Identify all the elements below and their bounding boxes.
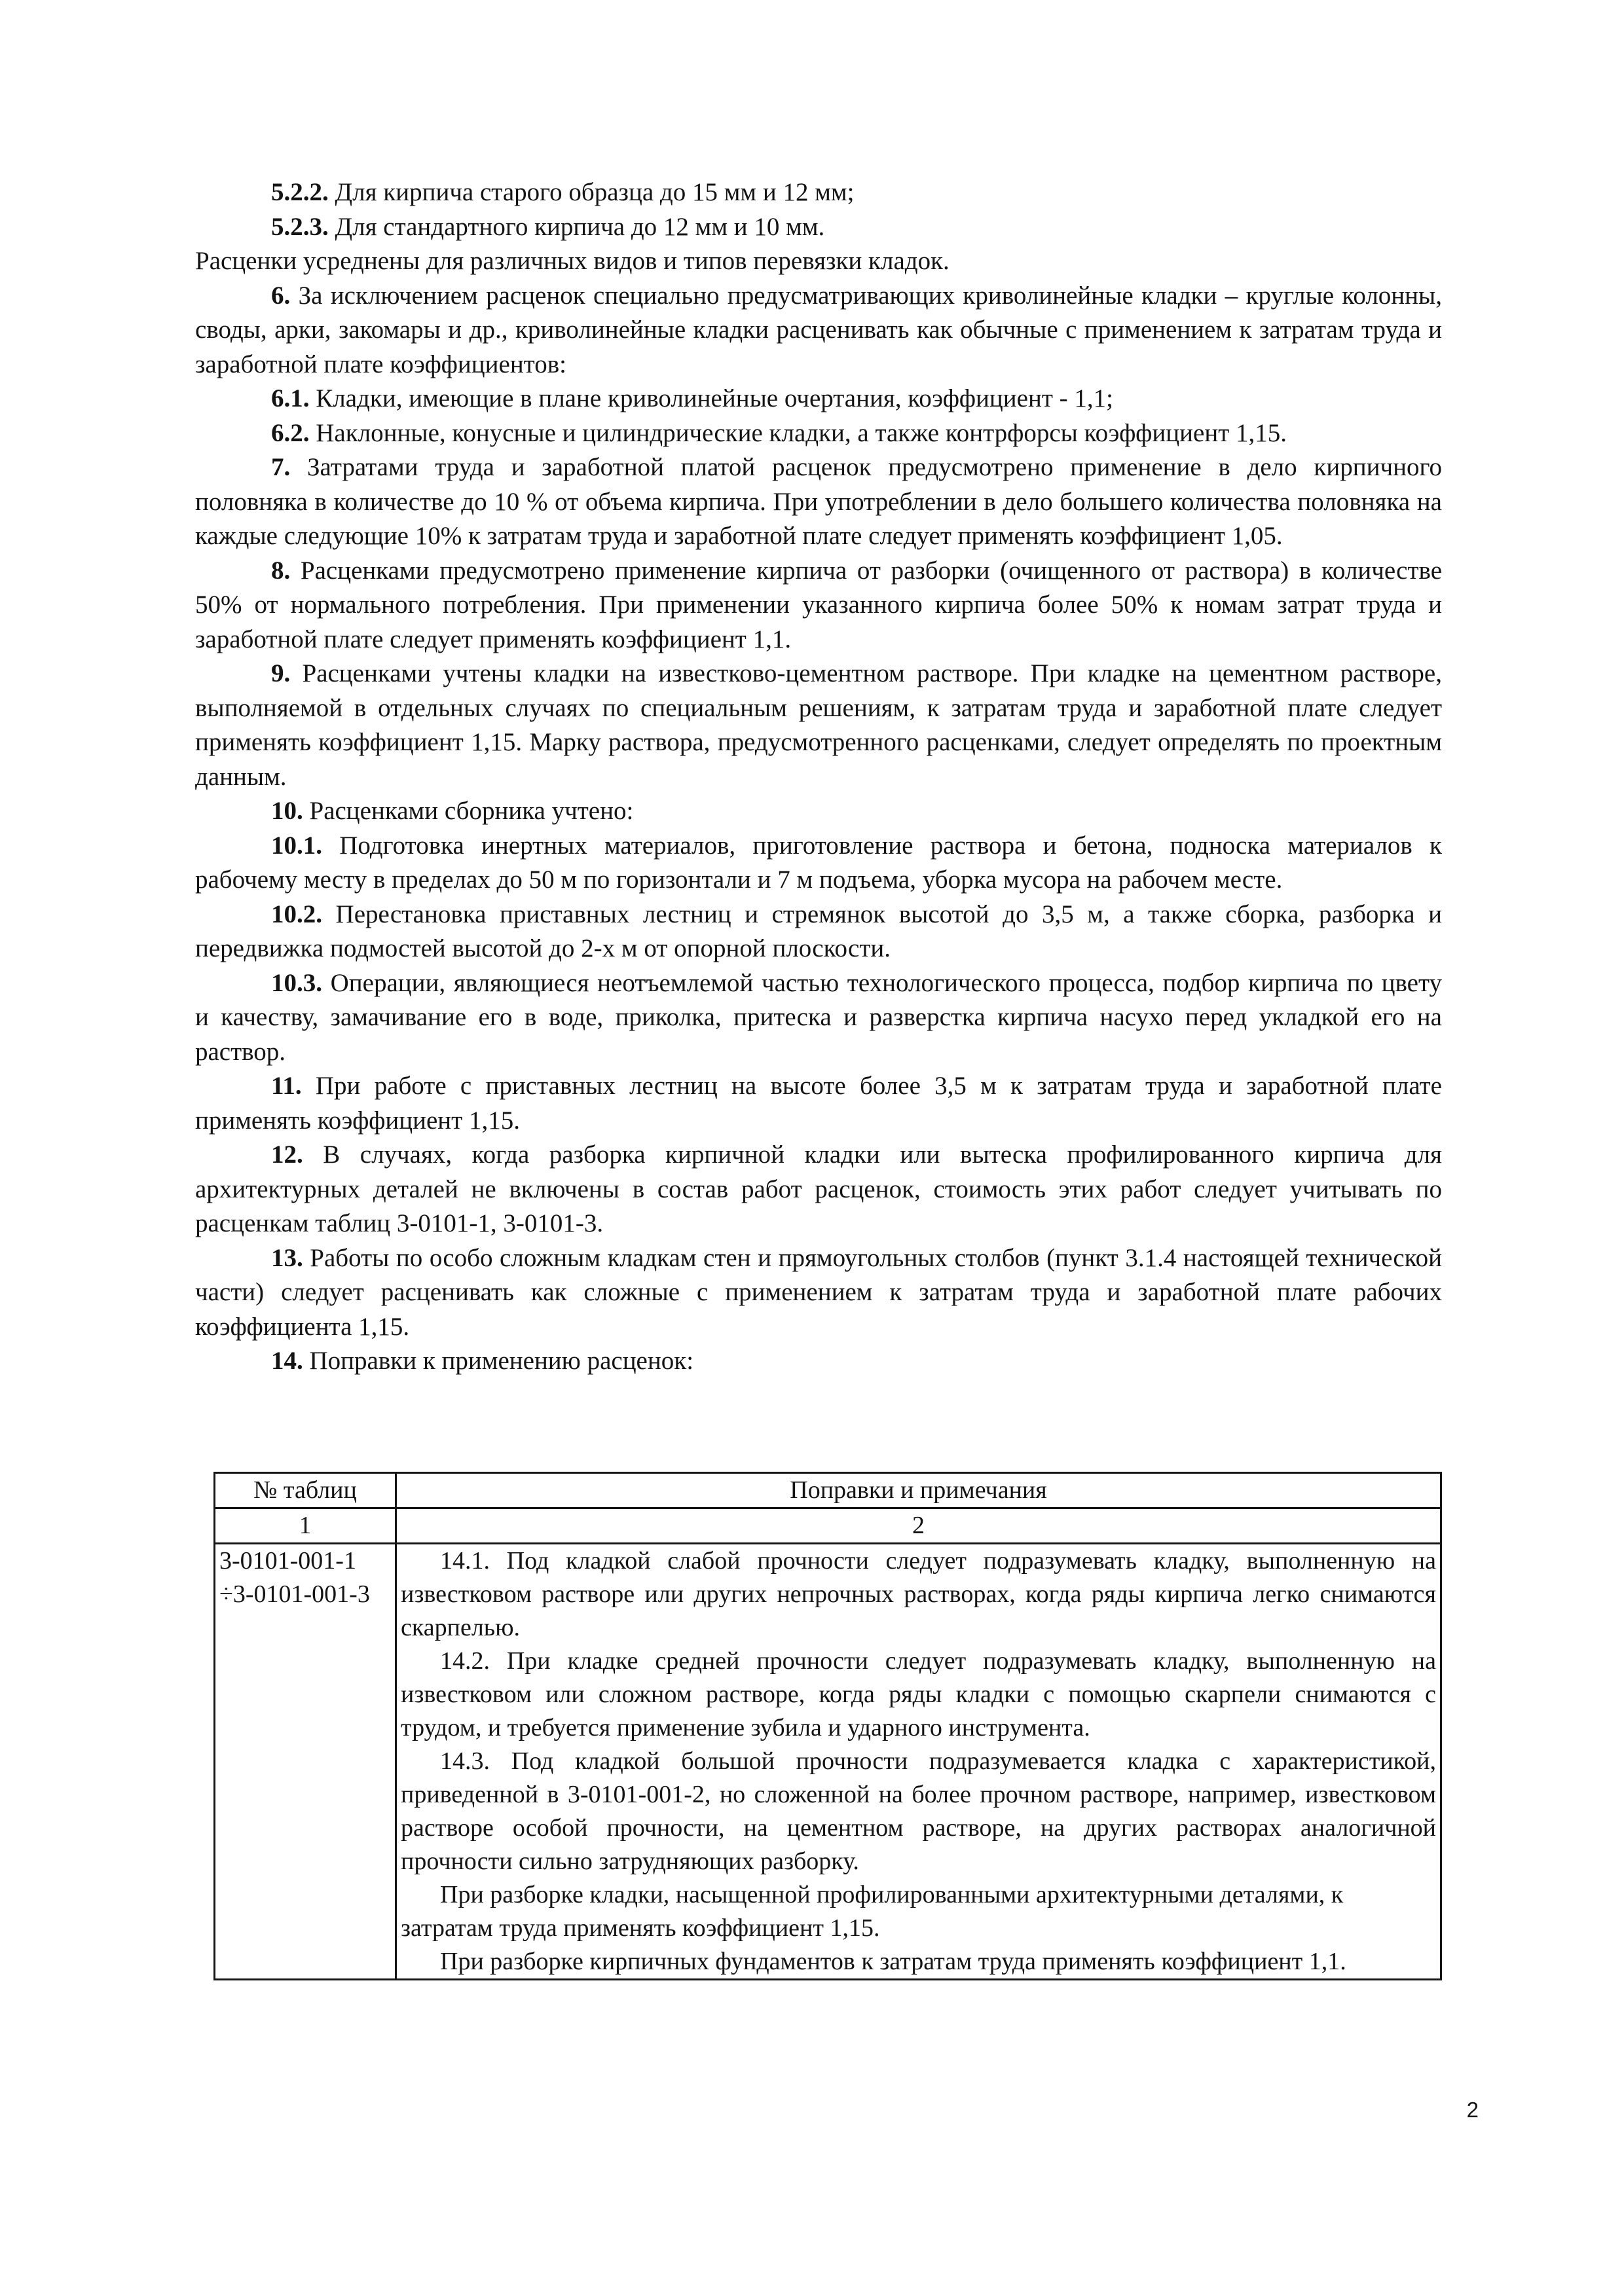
paragraph-6-2: [195, 416, 1442, 451]
column-number-row: [215, 1508, 1441, 1544]
table-notes-cell: [396, 1544, 1441, 1980]
clause-text: Расценками предусмотрено применение кирпича от разборки (очищенного от раствора) в количестве 50% от нормального потребления. При применении указанного кирпича более 50% к номам затрат труда и заработной плате следует применять коэффициент 1,1.: [195, 556, 1442, 653]
clause-text: Расценками сборника учтено:: [303, 797, 634, 825]
clause-number: 5.2.3.: [271, 212, 329, 241]
clause-text: Кладки, имеющие в плане криволинейные очертания, коэффициент - 1,1;: [309, 384, 1113, 412]
clause-text: Расценки усреднены для различных видов и типов перевязки кладок.: [195, 247, 950, 275]
paragraph-6: [195, 279, 1442, 382]
note-14-2: 14.2. При кладке средней прочности следует подразумевать кладку, выполненную на известковом или сложном растворе, когда ряды кладки с помощью скарпели снимаются с трудом, и требуется применение зубила и ударного инструмента.: [401, 1647, 1436, 1741]
column-number: 1: [215, 1508, 396, 1544]
table-header-row: [215, 1473, 1441, 1508]
header-table-numbers: № таблиц: [215, 1473, 396, 1508]
clause-text: Работы по особо сложным кладкам стен и прямоугольных столбов (пункт 3.1.4 настоящей технической части) следует расценивать как сложные с применением к затратам труда и заработной плате рабочих коэффициента 1,15.: [195, 1243, 1442, 1341]
paragraph-averaging-note: [195, 244, 1442, 279]
header-corrections-notes: Поправки и примечания: [396, 1473, 1441, 1508]
clause-number: 11.: [271, 1072, 302, 1100]
clause-number: 9.: [271, 659, 291, 687]
paragraph-6-1: [195, 382, 1442, 416]
paragraph-10-3: [195, 966, 1442, 1070]
clause-number: 7.: [271, 453, 291, 481]
clause-text: Расценками учтены кладки на известково-цементном растворе. При кладке на цементном растворе, выполняемой в отдельных случаях по специальным решениям, к затратам труда и заработной плате следует применять коэффициент 1,15. Марку раствора, предусмотренного расценками, следует определять по проектным данным.: [195, 659, 1442, 791]
clause-text: Для кирпича старого образца до 15 мм и 12 мм;: [328, 178, 855, 206]
clause-text: Затратами труда и заработной платой расценок предусмотрено применение в дело кирпичного половняка в количестве до 10 % от объема кирпича. При употреблении в дело большего количества половняка на каждые следующие 10% к затратам труда и заработной плате следует применять коэффициент 1,05.: [195, 453, 1442, 550]
clause-number: 14.: [271, 1347, 303, 1375]
table-code-cell: 3-0101-001-1 ÷3-0101-001-3: [215, 1544, 396, 1980]
paragraph-10-1: [195, 829, 1442, 898]
paragraph-13: [195, 1241, 1442, 1345]
clause-number: 10.1.: [271, 831, 322, 860]
column-number: 2: [396, 1508, 1441, 1544]
paragraph-8: [195, 554, 1442, 657]
clause-number: 10.3.: [271, 968, 322, 997]
note-foundations: При разборке кирпичных фундаментов к затратам труда применять коэффициент 1,1.: [440, 1948, 1346, 1975]
clause-text: Подготовка инертных материалов, приготовление раствора и бетона, подноска материалов к рабочему месту в пределах до 50 м по горизонтали и 7 м подъема, уборка мусора на рабочем месте.: [195, 831, 1442, 894]
page-number: 2: [1466, 2098, 1479, 2122]
table-row: [215, 1544, 1441, 1980]
clause-text: Перестановка приставных лестниц и стремянок высотой до 3,5 м, а также сборка, разборка и передвижка подмостей высотой до 2-х м от опорной плоскости.: [195, 900, 1442, 962]
clause-number: 12.: [271, 1140, 303, 1169]
paragraph-9: [195, 657, 1442, 794]
clause-text: При работе с приставных лестниц на высоте более 3,5 м к затратам труда и заработной плате применять коэффициент 1,15.: [195, 1072, 1442, 1135]
clause-text: Для стандартного кирпича до 12 мм и 10 мм.: [328, 212, 825, 241]
corrections-table: [213, 1472, 1442, 1980]
paragraph-10: [195, 794, 1442, 829]
clause-number: 8.: [271, 556, 291, 585]
clause-text: Наклонные, конусные и цилиндрические кладки, а также контрфорсы коэффициент 1,15.: [309, 418, 1287, 447]
clause-number: 5.2.2.: [271, 178, 329, 206]
note-14-3: 14.3. Под кладкой большой прочности подразумевается кладка с характеристикой, приведенной в 3-0101-001-2, но сложенной на более прочном растворе, например, известковом растворе особой прочности, на цементном растворе, на других растворах аналогичной прочности сильно затрудняющих разборку.: [401, 1747, 1436, 1875]
paragraph-7: [195, 450, 1442, 554]
note-architectural-details: При разборке кладки, насыщенной профилированными архитектурными деталями, к затратам труда применять коэффициент 1,15.: [401, 1881, 1344, 1942]
paragraph-10-2: [195, 898, 1442, 966]
clause-number: 10.2.: [271, 900, 322, 928]
clause-text: Операции, являющиеся неотъемлемой частью технологического процесса, подбор кирпича по цвету и качеству, замачивание его в воде, приколка, притеска и разверстка кирпича насухо перед укладкой его на раствор.: [195, 968, 1442, 1066]
body-text: [195, 175, 1442, 1379]
clause-text: За исключением расценок специально предусматривающих криволинейные кладки – круглые колонны, своды, арки, закомары и др., криволинейные кладки расценивать как обычные с применением к затратам труда и заработной плате коэффициентов:: [195, 281, 1442, 378]
clause-number: 13.: [271, 1243, 303, 1272]
clause-number: 10.: [271, 797, 303, 825]
clause-number: 6.2.: [271, 418, 310, 447]
paragraph-11: [195, 1069, 1442, 1138]
paragraph-12: [195, 1138, 1442, 1241]
paragraph-5-2-3: [195, 210, 1442, 245]
clause-text: В случаях, когда разборка кирпичной кладки или вытеска профилированного кирпича для архитектурных деталей не включены в состав работ расценок, стоимость этих работ следует учитывать по расценкам таблиц 3-0101-1, 3-0101-3.: [195, 1140, 1442, 1237]
note-14-1: 14.1. Под кладкой слабой прочности следует подразумевать кладку, выполненную на известковом растворе или других непрочных растворах, когда ряды кирпича легко снимаются скарпелью.: [401, 1547, 1436, 1641]
clause-number: 6.1.: [271, 384, 310, 412]
clause-number: 6.: [271, 281, 291, 310]
paragraph-14: [195, 1344, 1442, 1379]
clause-text: Поправки к применению расценок:: [303, 1347, 694, 1375]
paragraph-5-2-2: [195, 175, 1442, 210]
